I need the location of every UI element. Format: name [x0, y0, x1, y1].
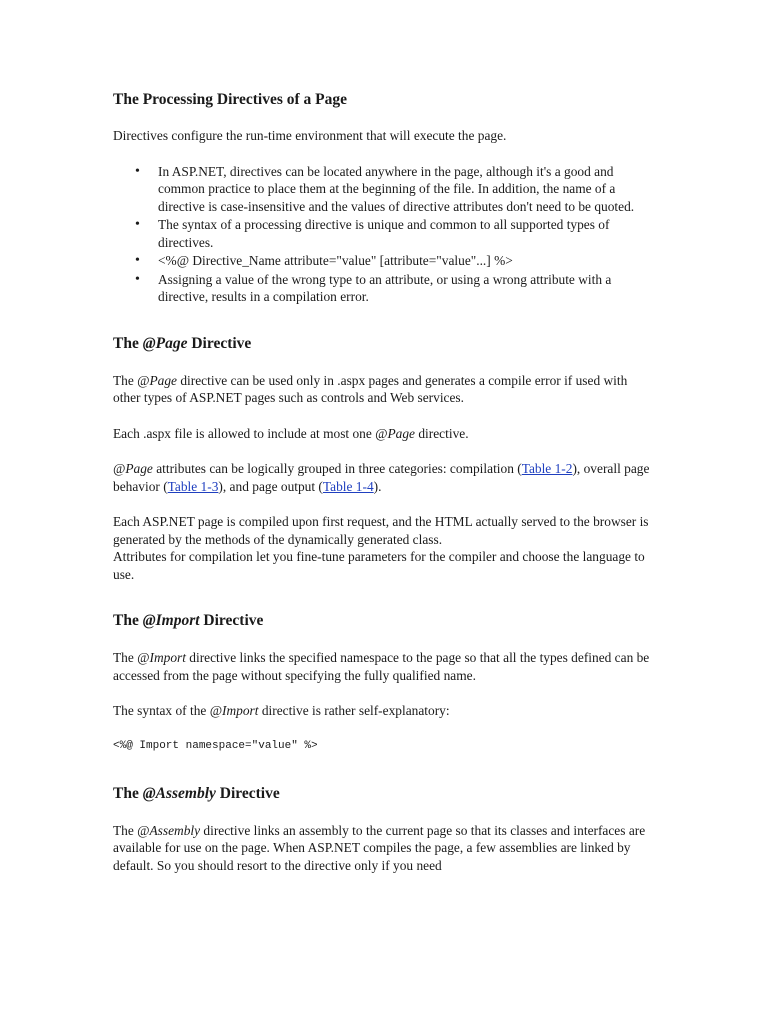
section-title-processing-directives: The Processing Directives of a Page	[113, 91, 348, 108]
bullet-item-compilation-error: • Assigning a value of the wrong type to an attribute, or using a wrong attribute with a directive, results in a compilation error.	[158, 271, 653, 306]
page-directive-paragraph-2: Each .aspx file is allowed to include at most one @Page directive.	[113, 425, 469, 441]
import-syntax-code: <%@ Import namespace="value" %>	[113, 739, 318, 752]
page-directive-paragraph-1: The @Page directive can be used only in .aspx pages and generates a compile error if used with other types of ASP.NET pages such as controls and Web services.	[113, 372, 628, 405]
table-1-4-link[interactable]: Table 1-4	[322, 478, 374, 494]
intro-paragraph: Directives configure the run-time environment that will execute the page.	[113, 128, 507, 143]
directives-bullet-list	[113, 163, 653, 306]
table-1-2-link[interactable]: Table 1-2	[521, 461, 573, 476]
page-directive-paragraph-3: @Page attributes can be logically grouped in three categories: compilation (Table 1-2), overall page behavior (Table 1-3), and page output (Table 1-4).	[113, 461, 650, 494]
import-directive-paragraph-2: The syntax of the @Import directive is rather self-explanatory:	[113, 703, 450, 718]
import-directive-paragraph-1: The @Import directive links the specified namespace to the page so that all the types defined can be accessed from the page without specifying the fully qualified name.	[113, 650, 650, 683]
table-1-3-link[interactable]: Table 1-3	[167, 478, 219, 494]
document-page	[113, 88, 653, 874]
bullet-item-syntax: • The syntax of a processing directive is unique and common to all supported types of directives.	[158, 216, 653, 251]
bullet-item-location: • In ASP.NET, directives can be located anywhere in the page, although it's a good and common practice to place them at the beginning of the file. In addition, the name of a directive is case-insensitive and the values of directive attributes don't need to be quoted.	[158, 163, 653, 216]
assembly-directive-paragraph-1: The @Assembly directive links an assembly to the current page so that its classes and interfaces are available for use on the page. When ASP.NET compiles the page, a few assemblies are linked by default. So you should resort to the directive only if you need	[113, 822, 646, 873]
page-directive-paragraph-5: Attributes for compilation let you fine-tune parameters for the compiler and choose the language to use.	[113, 549, 645, 582]
page-directive-paragraph-4: Each ASP.NET page is compiled upon first request, and the HTML actually served to the browser is generated by the methods of the dynamically generated class.	[113, 514, 649, 547]
section-title-import-directive: The @Import Directive	[113, 612, 264, 629]
section-title-assembly-directive: The @Assembly Directive	[113, 784, 280, 802]
bullet-item-syntax-example: • <%@ Directive_Name attribute="value" [attribute="value"...] %>	[158, 252, 653, 270]
section-title-page-directive: The @Page Directive	[113, 334, 252, 352]
